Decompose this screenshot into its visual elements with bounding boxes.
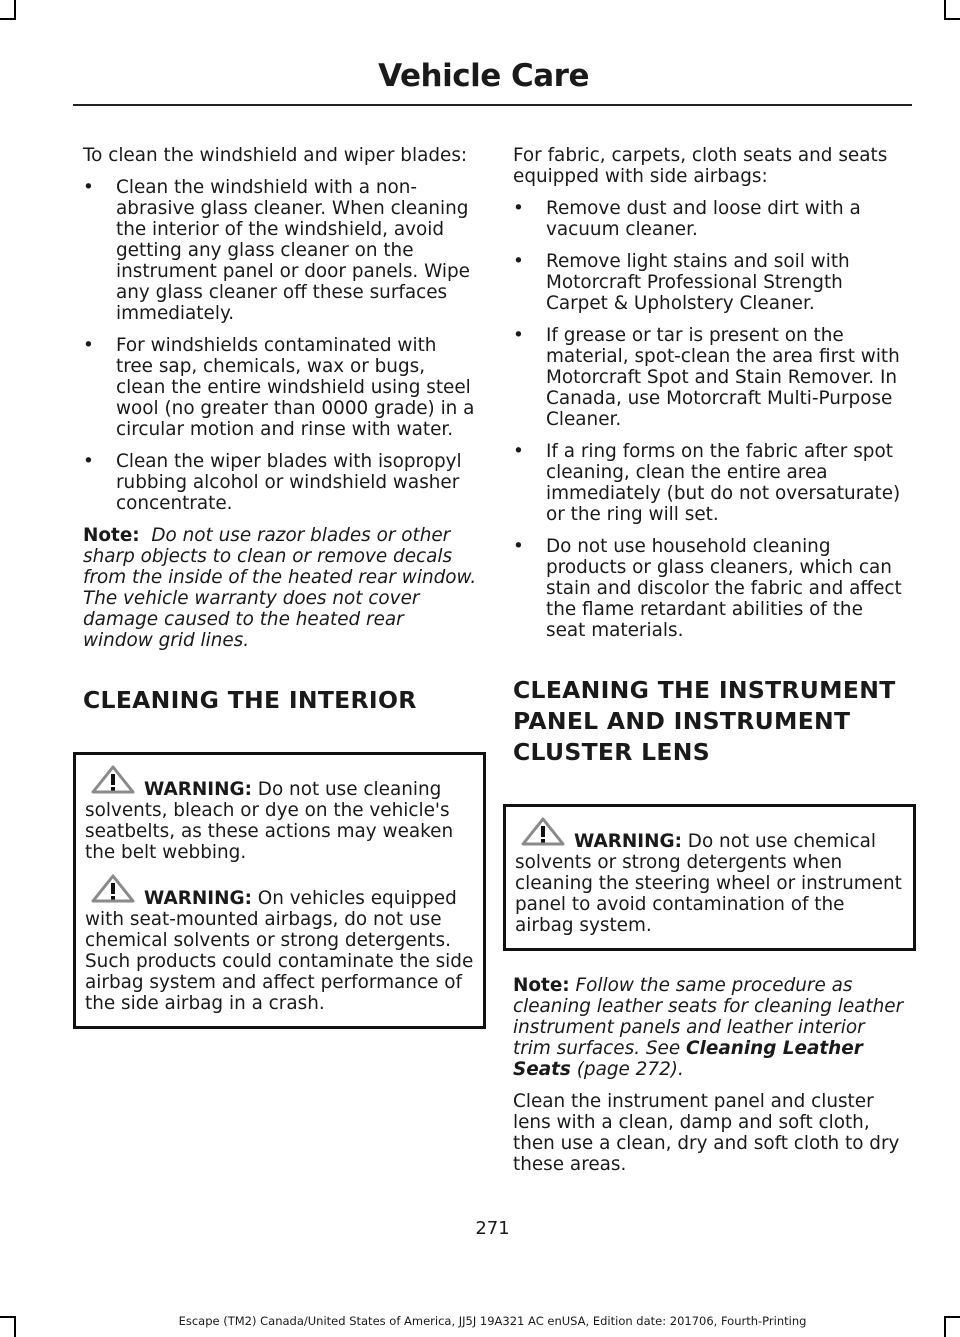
- warning-text: On vehicles equipped with seat-mounted airbags, do not use chemical solvents or strong detergents. Such products could contaminate the side airbag system and affect performance of the side airbag in a crash.: [85, 888, 474, 1014]
- warning-text: Do not use cleaning solvents, bleach or dye on the vehicle's seatbelts, as these actions may weaken the belt webbing.: [85, 779, 454, 863]
- list-item: • For windshields contaminated with tree sap, chemicals, wax or bugs, clean the entire windshield using steel wool (no greater than 0000 grade) in a circular motion and rinse with water.: [83, 335, 475, 440]
- note-text: Follow the same procedure as cleaning leather seats for cleaning leather instrument panels and leather interior trim surfaces. See: [513, 975, 904, 1059]
- bullet: •: [513, 536, 524, 557]
- warning-label: WARNING:: [144, 888, 252, 909]
- bullet: •: [513, 325, 524, 346]
- warning-seat-airbags: [85, 874, 475, 1014]
- warning-box-interior: [73, 752, 486, 1029]
- warning-label: WARNING:: [574, 831, 682, 852]
- list-item: • If a ring forms on the fabric after spot cleaning, clean the entire area immediately (but do not oversaturate) or the ring will set.: [513, 441, 901, 525]
- bullet: •: [83, 177, 94, 198]
- warning-triangle-icon: [90, 874, 136, 909]
- windshield-bullet-list: [83, 177, 478, 514]
- warning-box-instrument-panel: [503, 804, 916, 951]
- list-item: • Clean the windshield with a non-abrasive glass cleaner. When cleaning the interior of the windshield, avoid getting any glass cleaner on the instrument panel or door panels. Wipe any glass cleaner off these surfaces immediately.: [83, 177, 471, 324]
- list-item: • Remove dust and loose dirt with a vacuum cleaner.: [513, 198, 861, 240]
- page-number: 271: [475, 1218, 510, 1239]
- warning-triangle-icon: [520, 817, 566, 852]
- windshield-intro: To clean the windshield and wiper blades:: [83, 145, 468, 166]
- note-label: Note:: [83, 525, 140, 546]
- section-heading-interior: CLEANING THE INTERIOR: [83, 686, 417, 714]
- fabric-intro: For fabric, carpets, cloth seats and seats equipped with side airbags:: [513, 145, 888, 187]
- cross-reference-link[interactable]: Cleaning Leather Seats: [513, 1038, 863, 1080]
- crop-mark: [944, 0, 946, 18]
- bullet: •: [513, 441, 524, 462]
- bullet: •: [83, 451, 94, 472]
- note-label: Note:: [513, 975, 570, 996]
- list-item: • Remove light stains and soil with Motorcraft Professional Strength Carpet & Upholstery Cleaner.: [513, 251, 850, 314]
- bullet: •: [83, 335, 94, 356]
- fabric-bullet-list: [513, 198, 908, 641]
- bullet: •: [513, 251, 524, 272]
- list-item: • Clean the wiper blades with isopropyl rubbing alcohol or windshield washer concentrate.: [83, 451, 462, 514]
- warning-label: WARNING:: [144, 779, 252, 800]
- warning-triangle-icon: [90, 765, 136, 800]
- section-heading-instrument-panel: CLEANING THE INSTRUMENT PANEL AND INSTRUMENT CLUSTER LENS: [513, 676, 896, 766]
- cleaning-instructions: Clean the instrument panel and cluster lens with a clean, damp and soft cloth, then use a clean, dry and soft cloth to dry these areas.: [513, 1091, 900, 1175]
- bullet: •: [513, 198, 524, 219]
- warning-seatbelts: [85, 765, 475, 863]
- page-reference: (page 272).: [576, 1059, 684, 1080]
- crop-mark: [0, 18, 16, 20]
- warning-chemical-solvents: [515, 817, 905, 936]
- right-column: [513, 145, 908, 1186]
- warning-text: Do not use chemical solvents or strong detergents when cleaning the steering wheel or instrument panel to avoid contamination of the airbag system.: [515, 831, 902, 936]
- footer-text: Escape (TM2) Canada/United States of America, JJ5J 19A321 AC enUSA, Edition date: 201706, Fourth-Printing: [178, 1314, 807, 1328]
- list-item: • If grease or tar is present on the material, spot-clean the area first with Motorcraft Spot and Stain Remover. In Canada, use Motorcraft Multi-Purpose Cleaner.: [513, 325, 900, 430]
- header-divider: [73, 104, 912, 106]
- page-title: Vehicle Care: [378, 58, 589, 94]
- leather-note: [513, 975, 908, 1080]
- crop-mark: [14, 0, 16, 18]
- crop-mark: [944, 18, 960, 20]
- list-item: • Do not use household cleaning products or glass cleaners, which can stain and discolor the fabric and affect the flame retardant abilities of the seat materials.: [513, 536, 902, 641]
- left-column: [83, 145, 478, 1029]
- heated-window-note: [83, 525, 478, 651]
- note-text: Do not use razor blades or other sharp objects to clean or remove decals from the inside of the heated rear window. The vehicle warranty does not cover damage caused to the heated rear window grid lines.: [83, 525, 477, 651]
